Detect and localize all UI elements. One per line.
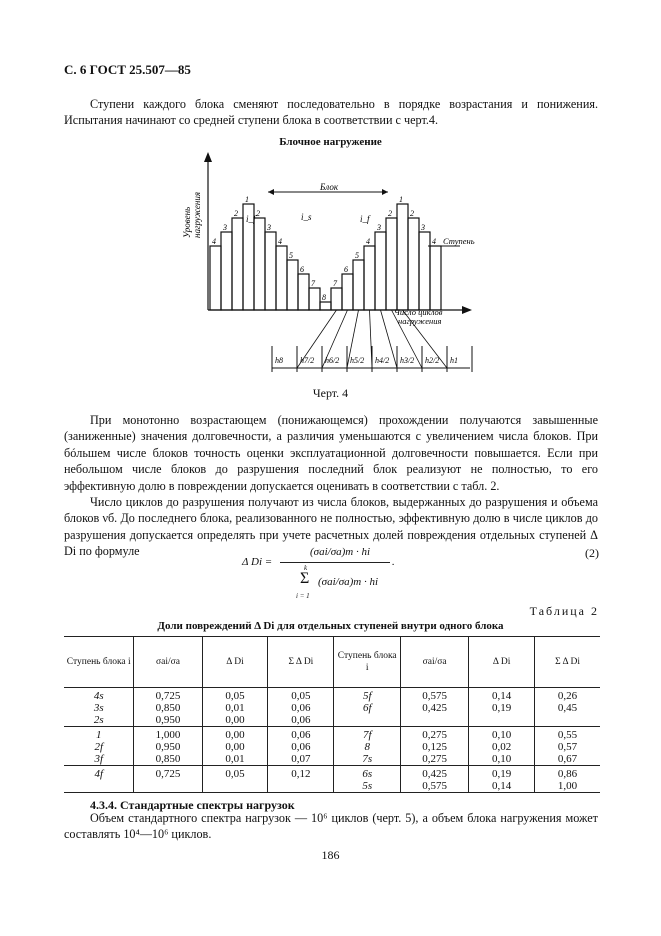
- formula-number: (2): [585, 546, 599, 560]
- bar: [342, 274, 353, 310]
- table-cell: 0,425: [401, 702, 469, 714]
- table-cell: 0,275: [401, 727, 469, 742]
- section-text: Объем стандартного спектра нагрузок — 10⁶ циклов (черт. 5), а объем блока нагружения может составлять 10⁴—10⁶ циклов.: [64, 811, 598, 842]
- table-cell: 1,000: [134, 727, 202, 742]
- interval-label: h3/2: [400, 356, 415, 365]
- bar-label: 4: [366, 237, 370, 246]
- bar-label: 2: [234, 209, 238, 218]
- table-cell: [401, 714, 469, 727]
- bar: [210, 246, 221, 310]
- table-row: [64, 780, 600, 793]
- table-title: Доли повреждений Δ Di для отдельных ступеней внутри одного блока: [157, 620, 504, 632]
- table-cell: 0,57: [535, 741, 600, 753]
- table-cell: 8: [334, 741, 401, 753]
- interval-label: h4/2: [375, 356, 390, 365]
- table-cell: 0,06: [268, 702, 334, 714]
- col-step-2: Ступень блока i: [334, 637, 401, 688]
- table-row: [64, 741, 600, 753]
- interval-labels: [275, 356, 458, 365]
- bar: [397, 204, 408, 310]
- bar: [375, 232, 386, 310]
- interval-label: h6/2: [325, 356, 340, 365]
- col-ratio-2: σai/σa: [401, 637, 469, 688]
- formula-sum-upper: k: [304, 564, 308, 572]
- table-cell: 0,86: [535, 766, 600, 781]
- table-cell: 6f: [334, 702, 401, 714]
- interval-label: h5/2: [350, 356, 365, 365]
- table-cell: 0,00: [202, 741, 268, 753]
- body-paragraphs: [64, 412, 598, 560]
- table-cell: 0,06: [268, 741, 334, 753]
- bar-label: 8: [322, 293, 326, 302]
- table-cell: 0,05: [268, 688, 334, 703]
- step-label: Ступень: [443, 236, 475, 246]
- interval-label: h2/2: [425, 356, 440, 365]
- table-cell: 0,02: [469, 741, 535, 753]
- table-cell: 0,00: [202, 714, 268, 727]
- table-cell: 0,725: [134, 766, 202, 781]
- table-cell: 0,950: [134, 741, 202, 753]
- table-cell: 0,275: [401, 753, 469, 766]
- table-cell: 0,01: [202, 753, 268, 766]
- table-cell: 0,67: [535, 753, 600, 766]
- formula-bar: [280, 562, 390, 563]
- table-cell: [268, 780, 334, 793]
- table-cell: 7f: [334, 727, 401, 742]
- table-cell: [64, 780, 134, 793]
- table-cell: 0,06: [268, 714, 334, 727]
- col-sum-2: Σ Δ Di: [535, 637, 600, 688]
- table-row: [64, 766, 600, 781]
- bar-label: 2: [410, 209, 414, 218]
- bar-label: 7: [311, 279, 315, 288]
- bar-label: 1: [245, 195, 249, 204]
- col-step: Ступень блока i: [64, 637, 134, 688]
- bar: [408, 218, 419, 310]
- table-cell: 0,950: [134, 714, 202, 727]
- bar-label: 6: [300, 265, 304, 274]
- table-cell: 0,10: [469, 727, 535, 742]
- table-cell: 2f: [94, 741, 104, 753]
- bar: [353, 260, 364, 310]
- table-cell: 0,10: [469, 753, 535, 766]
- bar-label: 5: [289, 251, 293, 260]
- table-cell: 2s: [93, 714, 104, 726]
- bar-label: 2: [256, 209, 260, 218]
- bar: [287, 260, 298, 310]
- bar: [221, 232, 232, 310]
- table-cell: 4f: [64, 766, 134, 781]
- table-cell: 5s: [334, 780, 401, 793]
- page-number: 186: [321, 848, 340, 862]
- table-cell: 0,01: [202, 702, 268, 714]
- formula-sum-sign: Σ: [300, 570, 310, 587]
- table-header-row: [64, 637, 600, 688]
- col-delta-2: Δ Di: [469, 637, 535, 688]
- bar: [276, 246, 287, 310]
- col-ratio: σai/σa: [134, 637, 202, 688]
- table-cell: [535, 714, 600, 727]
- table-cell: 0,125: [401, 741, 469, 753]
- table-cell: 6s: [334, 766, 401, 781]
- formula-lhs: Δ Di =: [242, 556, 273, 568]
- table-cell: 0,26: [535, 688, 600, 703]
- annotation-if-2: i_f: [360, 214, 370, 224]
- bar-label: 3: [267, 223, 271, 232]
- table-cell: 0,14: [469, 780, 535, 793]
- annotation-if-1: i_f: [246, 214, 256, 224]
- damage-table: [64, 636, 600, 793]
- table-cell: 0,05: [202, 688, 268, 703]
- bar: [309, 288, 320, 310]
- block-label: Блок: [320, 182, 339, 192]
- intro-paragraph: [64, 96, 598, 129]
- table-cell: 0,05: [202, 766, 268, 781]
- table-cell: 0,850: [134, 702, 202, 714]
- table-cell: [134, 780, 202, 793]
- table-cell: 0,12: [268, 766, 334, 781]
- table-row: [64, 688, 600, 703]
- table-cell: 7s: [334, 753, 401, 766]
- figure-caption: Черт. 4: [312, 386, 349, 400]
- section-paragraph: [64, 810, 598, 843]
- table-cell: 0,850: [134, 753, 202, 766]
- page-header: С. 6 ГОСТ 25.507—85: [64, 62, 191, 77]
- col-sum: Σ Δ Di: [268, 637, 334, 688]
- table-label: Таблица 2: [529, 604, 599, 618]
- table-cell: [202, 780, 268, 793]
- table-cell: 0,55: [535, 727, 600, 742]
- bar-label: 4: [432, 237, 436, 246]
- bar: [364, 246, 375, 310]
- table-row: [64, 753, 600, 766]
- block-loading-chart: [160, 150, 580, 384]
- table-cell: [334, 714, 401, 727]
- table-cell: 0,14: [469, 688, 535, 703]
- bar-label: 2: [388, 209, 392, 218]
- bar: [430, 246, 441, 310]
- table-cell: 0,19: [469, 702, 535, 714]
- bar-label: 3: [377, 223, 381, 232]
- y-label-1: Уровень: [182, 206, 192, 238]
- bar-label: 6: [344, 265, 348, 274]
- body-text-1: При монотонно возрастающем (понижающемся) прохождении получаются завышенные (заниженные) значения долговечности, а различия уменьшаются с увеличением числа блоков. При бóльшем числе блоков точность оценки эксплуатационной долговечности повышается. Если при небольшом числе блоков до разрушения последний блок реализуют не полностью, то его эффективную долю в повреждении допускается оценивать в соответствии с табл. 2.: [64, 413, 598, 493]
- bar-label: 5: [355, 251, 359, 260]
- bar: [265, 232, 276, 310]
- table-body: [64, 688, 600, 793]
- body-text-2: Число циклов до разрушения получают из числа блоков, выдержанных до разрушения и объема блоков νб. До последнего блока, реализованного не полностью, эффективную долю в числе циклов до разрушения допускается определять при учете расчетных долей повреждения отдельных ступеней Δ Di по формуле: [64, 495, 598, 559]
- table-cell: 0,06: [268, 727, 334, 742]
- table-cell: 4s: [64, 688, 134, 703]
- table-cell: 0,575: [401, 688, 469, 703]
- bar-label: 1: [399, 195, 403, 204]
- table-cell: 1: [64, 727, 134, 742]
- table-cell: 0,07: [268, 753, 334, 766]
- formula-denominator: (σai/σa)m · hi: [318, 576, 379, 588]
- table-cell: 0,425: [401, 766, 469, 781]
- chart-title: Блочное нагружение: [279, 136, 382, 148]
- bar: [254, 218, 265, 310]
- table-cell: 0,725: [134, 688, 202, 703]
- table-cell: 0,19: [469, 766, 535, 781]
- bar-label: 7: [333, 279, 337, 288]
- bar: [320, 302, 331, 310]
- interval-label: h7/2: [300, 356, 315, 365]
- bar-labels: [212, 195, 436, 302]
- bar-label: 3: [223, 223, 227, 232]
- y-axis-arrow: [204, 152, 212, 162]
- table-row: [64, 727, 600, 742]
- formula: Δ Di = (σai/σa)m · hi k Σ i = 1 (σai/σa)m · hi .: [242, 546, 395, 600]
- table-cell: [469, 714, 535, 727]
- table-row: [64, 714, 600, 727]
- table-row: [64, 702, 600, 714]
- annotation-is-2: i_s: [301, 212, 312, 222]
- bar: [386, 218, 397, 310]
- x-label-2: нагружения: [398, 316, 442, 326]
- bar-label: 4: [212, 237, 216, 246]
- table-cell: 0,00: [202, 727, 268, 742]
- section-title: 4.3.4. Стандартные спектры нагрузок: [90, 798, 295, 812]
- bar: [331, 288, 342, 310]
- table-cell: 5f: [334, 688, 401, 703]
- table-cell: 0,45: [535, 702, 600, 714]
- bar-label: 4: [278, 237, 282, 246]
- table-cell: 3f: [94, 753, 104, 765]
- y-label-2: нагружения: [192, 191, 202, 238]
- interval-label: h1: [450, 356, 458, 365]
- formula-sum-lower: i = 1: [296, 592, 310, 600]
- bar-label: 3: [421, 223, 425, 232]
- intro-text: Ступени каждого блока сменяют последовательно в порядке возрастания и понижения. Испытания начинают со средней ступени блока в соответствии с черт.4.: [64, 97, 598, 128]
- block-arrow-left: [268, 189, 274, 195]
- formula-numerator: (σai/σa)m · hi: [310, 546, 371, 558]
- table-cell: 3s: [93, 702, 104, 714]
- col-delta: Δ Di: [202, 637, 268, 688]
- x-axis-arrow: [462, 306, 472, 314]
- bar: [298, 274, 309, 310]
- bar: [419, 232, 430, 310]
- bar: [232, 218, 243, 310]
- x-label-1: Число циклов: [394, 307, 443, 317]
- table-cell: 0,575: [401, 780, 469, 793]
- interval-label: h8: [275, 356, 283, 365]
- table-cell: 1,00: [535, 780, 600, 793]
- block-arrow-right: [382, 189, 388, 195]
